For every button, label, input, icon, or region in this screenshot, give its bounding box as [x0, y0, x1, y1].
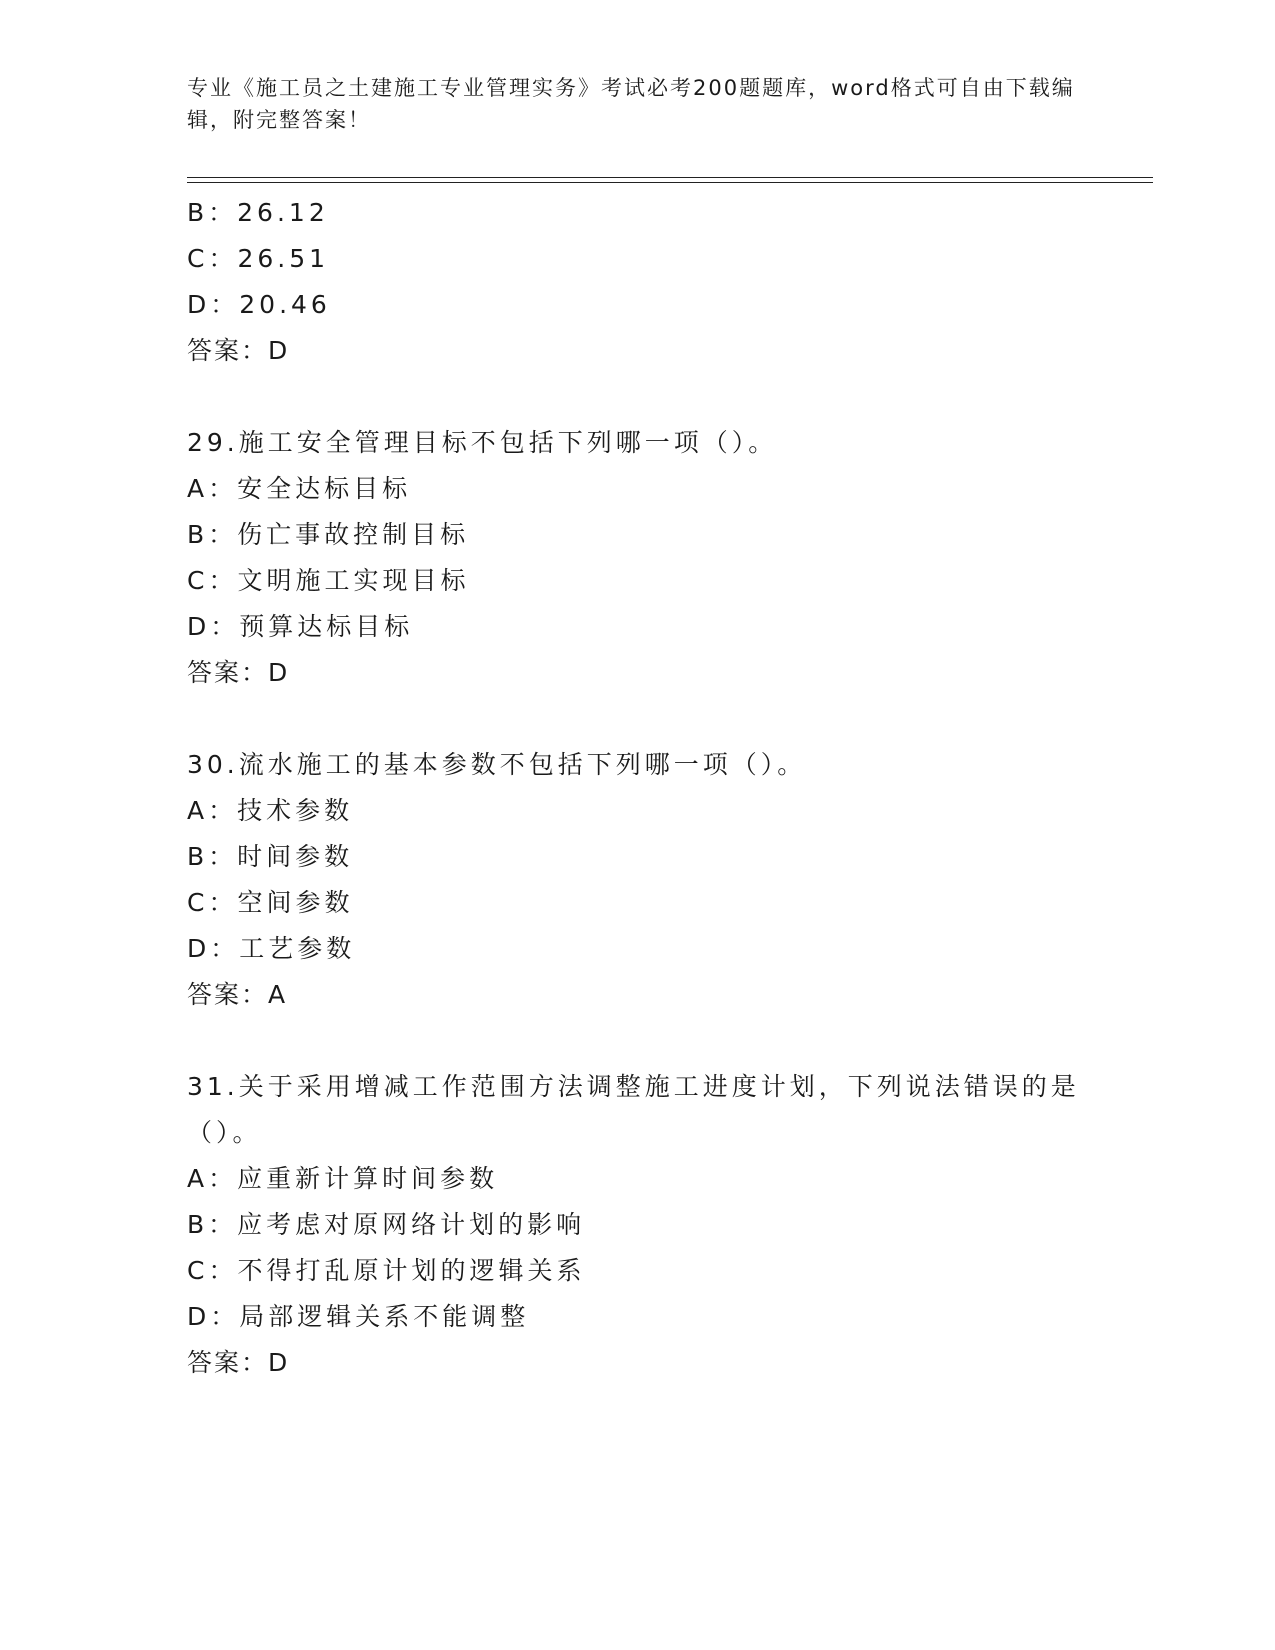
answer-line: 答案：D — [187, 1348, 290, 1377]
question-30 — [187, 742, 1153, 1018]
option-b: B：时间参数 — [187, 842, 354, 871]
question-fragment — [187, 190, 1153, 374]
question-29 — [187, 420, 1153, 696]
header-divider-top — [187, 177, 1153, 178]
question-stem: 31.关于采用增减工作范围方法调整施工进度计划，下列说法错误的是（）。 — [187, 1072, 1080, 1147]
answer-line: 答案：D — [187, 658, 290, 687]
option-a: A：应重新计算时间参数 — [187, 1164, 499, 1193]
option-c: C：空间参数 — [187, 888, 354, 917]
option-a: A：技术参数 — [187, 796, 354, 825]
option-b: B：伤亡事故控制目标 — [187, 520, 470, 549]
option-d: D：工艺参数 — [187, 934, 356, 963]
option-b: B：应考虑对原网络计划的影响 — [187, 1210, 586, 1239]
page-header: 专业《施工员之土建施工专业管理实务》考试必考200题题库，word格式可自由下载编辑，附完整答案！ — [187, 76, 1075, 132]
option-c: C：文明施工实现目标 — [187, 566, 470, 595]
option-b: B：26.12 — [187, 198, 329, 227]
option-c: C：不得打乱原计划的逻辑关系 — [187, 1256, 586, 1285]
question-stem: 30.流水施工的基本参数不包括下列哪一项（）。 — [187, 750, 807, 779]
answer-line: 答案：A — [187, 980, 288, 1009]
header-divider-bottom — [187, 182, 1153, 183]
question-31 — [187, 1064, 1153, 1386]
option-d: D：局部逻辑关系不能调整 — [187, 1302, 530, 1331]
option-c: C：26.51 — [187, 244, 330, 273]
answer-line: 答案：D — [187, 336, 290, 365]
option-d: D：预算达标目标 — [187, 612, 414, 641]
question-list — [187, 190, 1153, 1386]
option-a: A：安全达标目标 — [187, 474, 412, 503]
option-d: D：20.46 — [187, 290, 331, 319]
question-stem: 29.施工安全管理目标不包括下列哪一项（）。 — [187, 428, 778, 457]
